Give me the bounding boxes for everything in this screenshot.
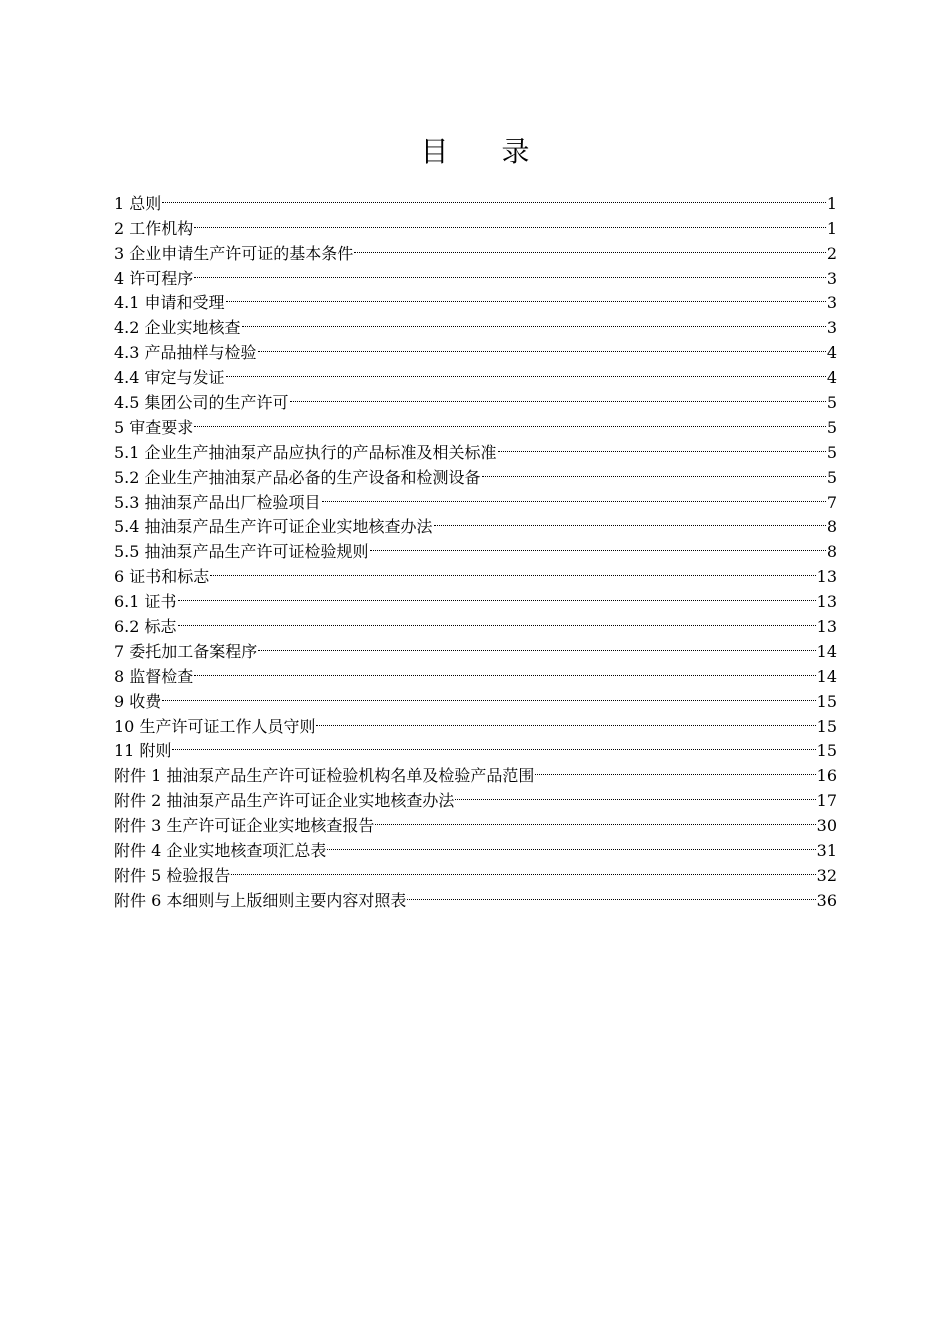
toc-dot-leader bbox=[315, 707, 816, 732]
toc-entry-page-number: 14 bbox=[816, 666, 837, 686]
toc-entry-label: 3 企业申请生产许可证的基本条件 bbox=[114, 242, 353, 267]
toc-entry-label: 5.5 抽油泵产品生产许可证检验规则 bbox=[114, 540, 369, 565]
toc-entry-label: 附件 1 抽油泵产品生产许可证检验机构名单及检验产品范围 bbox=[114, 764, 534, 789]
toc-dot-leader bbox=[321, 483, 827, 508]
toc-entry[interactable] bbox=[114, 408, 837, 437]
toc-dot-leader bbox=[209, 557, 816, 582]
toc-entry-label: 附件 2 抽油泵产品生产许可证企业实地核查办法 bbox=[114, 789, 454, 814]
toc-dot-leader bbox=[225, 284, 827, 309]
toc-entry-page-number: 15 bbox=[816, 716, 837, 736]
toc-entry-label: 附件 5 检验报告 bbox=[114, 864, 230, 889]
toc-entry-label: 1 总则 bbox=[114, 192, 161, 217]
toc-entry-page-number: 13 bbox=[816, 567, 837, 587]
toc-entry-page-number: 15 bbox=[816, 691, 837, 711]
toc-dot-leader bbox=[326, 831, 816, 856]
toc-entry-page-number: 36 bbox=[816, 890, 837, 910]
toc-dot-leader bbox=[481, 458, 827, 483]
toc-entry[interactable] bbox=[114, 209, 837, 238]
toc-entry-page-number: 3 bbox=[826, 293, 837, 313]
table-of-contents bbox=[114, 184, 837, 910]
toc-entry-label: 9 收费 bbox=[114, 690, 161, 715]
toc-dot-leader bbox=[257, 333, 827, 358]
toc-entry[interactable] bbox=[114, 259, 837, 288]
toc-dot-leader bbox=[353, 234, 827, 259]
toc-entry-page-number: 5 bbox=[826, 393, 837, 413]
toc-entry-label: 附件 4 企业实地核查项汇总表 bbox=[114, 839, 326, 864]
toc-entry-page-number: 17 bbox=[816, 791, 837, 811]
toc-entry-label: 5 审查要求 bbox=[114, 416, 193, 441]
toc-title: 目 录 bbox=[420, 135, 552, 168]
toc-dot-leader bbox=[454, 781, 816, 806]
toc-dot-leader bbox=[369, 532, 827, 557]
toc-entry[interactable] bbox=[114, 582, 837, 612]
toc-dot-leader bbox=[161, 682, 816, 707]
toc-dot-leader bbox=[497, 433, 827, 458]
toc-entry-label: 11 附则 bbox=[114, 739, 171, 764]
toc-dot-leader bbox=[257, 632, 816, 657]
toc-dot-leader bbox=[433, 508, 827, 533]
toc-entry-page-number: 3 bbox=[826, 268, 837, 288]
toc-entry-page-number: 8 bbox=[826, 542, 837, 562]
toc-dot-leader bbox=[289, 383, 827, 408]
toc-entry[interactable] bbox=[114, 632, 837, 661]
toc-entry-label: 4.5 集团公司的生产许可 bbox=[114, 391, 289, 416]
toc-entry-label: 4.4 审定与发证 bbox=[114, 366, 225, 391]
toc-entry-page-number: 5 bbox=[826, 442, 837, 462]
toc-entry[interactable] bbox=[114, 184, 837, 213]
toc-entry[interactable] bbox=[114, 284, 837, 313]
toc-dot-leader bbox=[161, 184, 827, 209]
toc-dot-leader bbox=[374, 806, 816, 831]
toc-entry[interactable] bbox=[114, 557, 837, 587]
toc-dot-leader bbox=[406, 881, 816, 906]
toc-entry-label: 5.3 抽油泵产品出厂检验项目 bbox=[114, 491, 321, 516]
toc-entry[interactable] bbox=[114, 682, 837, 711]
toc-dot-leader bbox=[241, 308, 827, 333]
toc-entry[interactable] bbox=[114, 234, 837, 263]
toc-dot-leader bbox=[193, 259, 827, 284]
toc-entry-label: 4.3 产品抽样与检验 bbox=[114, 341, 257, 366]
toc-entry-page-number: 2 bbox=[826, 243, 837, 263]
toc-entry-page-number: 4 bbox=[826, 343, 837, 363]
toc-entry-page-number: 16 bbox=[816, 766, 837, 786]
toc-dot-leader bbox=[193, 408, 827, 433]
toc-dot-leader bbox=[193, 209, 827, 234]
toc-entry-page-number: 13 bbox=[816, 592, 837, 612]
toc-entry-label: 5.4 抽油泵产品生产许可证企业实地核查办法 bbox=[114, 515, 433, 540]
toc-entry-page-number: 5 bbox=[826, 467, 837, 487]
toc-entry[interactable] bbox=[114, 732, 837, 761]
toc-entry-page-number: 3 bbox=[826, 318, 837, 338]
toc-entry-page-number: 14 bbox=[816, 641, 837, 661]
toc-entry-label: 10 生产许可证工作人员守则 bbox=[114, 715, 315, 740]
toc-entry-page-number: 15 bbox=[816, 741, 837, 761]
toc-entry-label: 4.1 申请和受理 bbox=[114, 291, 225, 316]
toc-dot-leader bbox=[534, 756, 816, 781]
toc-entry-page-number: 7 bbox=[826, 492, 837, 512]
toc-entry-label: 8 监督检查 bbox=[114, 665, 193, 690]
toc-entry[interactable] bbox=[114, 657, 837, 686]
toc-entry-label: 附件 6 本细则与上版细则主要内容对照表 bbox=[114, 889, 406, 914]
toc-entry-label: 5.2 企业生产抽油泵产品必备的生产设备和检测设备 bbox=[114, 466, 481, 491]
toc-entry-page-number: 30 bbox=[816, 816, 837, 836]
toc-entry-label: 4.2 企业实地核查 bbox=[114, 316, 241, 341]
toc-entry-label: 4 许可程序 bbox=[114, 267, 193, 292]
toc-dot-leader bbox=[171, 732, 816, 757]
toc-entry-page-number: 4 bbox=[826, 368, 837, 388]
toc-dot-leader bbox=[177, 607, 817, 632]
toc-entry-page-number: 5 bbox=[826, 417, 837, 437]
toc-entry-page-number: 31 bbox=[816, 841, 837, 861]
toc-entry-label: 7 委托加工备案程序 bbox=[114, 640, 257, 665]
toc-entry-label: 6 证书和标志 bbox=[114, 565, 209, 590]
toc-entry[interactable] bbox=[114, 756, 837, 786]
toc-entry[interactable] bbox=[114, 607, 837, 637]
toc-entry-page-number: 8 bbox=[826, 517, 837, 537]
toc-dot-leader bbox=[230, 856, 816, 881]
toc-entry-page-number: 1 bbox=[826, 193, 837, 213]
toc-entry[interactable] bbox=[114, 707, 837, 736]
toc-entry-label: 6.1 证书 bbox=[114, 590, 177, 615]
toc-entry-page-number: 32 bbox=[816, 865, 837, 885]
toc-dot-leader bbox=[225, 358, 827, 383]
toc-dot-leader bbox=[177, 582, 817, 607]
toc-entry-label: 5.1 企业生产抽油泵产品应执行的产品标准及相关标准 bbox=[114, 441, 497, 466]
toc-entry-label: 6.2 标志 bbox=[114, 615, 177, 640]
toc-dot-leader bbox=[193, 657, 816, 682]
toc-entry-page-number: 13 bbox=[816, 617, 837, 637]
toc-entry-page-number: 1 bbox=[826, 218, 837, 238]
toc-entry-label: 2 工作机构 bbox=[114, 217, 193, 242]
toc-entry[interactable] bbox=[114, 433, 837, 462]
toc-entry-label: 附件 3 生产许可证企业实地核查报告 bbox=[114, 814, 374, 839]
